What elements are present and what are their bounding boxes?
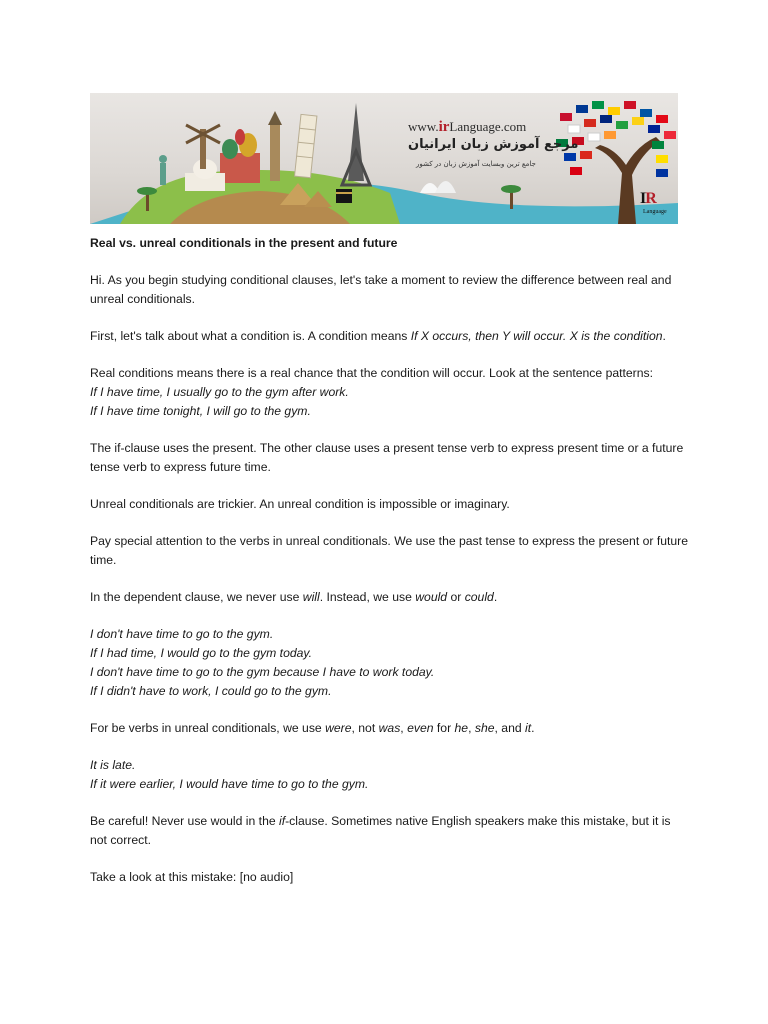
paragraph-if-clause: The if-clause uses the present. The other clause uses a present tense verb to express present time or a future tense verb to express future time.: [90, 441, 684, 474]
paragraph-unreal-conditionals: Unreal conditionals are trickier. An unreal condition is impossible or imaginary.: [90, 497, 510, 511]
paragraph-intro: Hi. As you begin studying conditional clauses, let's take a moment to review the difference between real and unreal conditionals.: [90, 273, 672, 306]
paragraph-warning: Be careful! Never use would in the if-clause. Sometimes native English speakers make this mistake, but it is not correct.: [90, 814, 671, 847]
paragraph-be-verbs: For be verbs in unreal conditionals, we use were, not was, even for he, she, and it.: [90, 721, 535, 735]
banner-persian-title: مرجع آموزش زبان ایرانیان: [408, 137, 579, 152]
example-sentence: I don't have time to go to the gym because I have to work today.: [90, 665, 435, 679]
example-sentence: If it were earlier, I would have time to go to the gym.: [90, 777, 369, 791]
paragraph-mistake: Take a look at this mistake: [no audio]: [90, 870, 294, 884]
example-sentence: If I have time, I usually go to the gym after work.: [90, 385, 349, 399]
banner-illustration: [90, 93, 678, 224]
irlanguage-logo: IR: [640, 190, 656, 207]
example-sentence: If I had time, I would go to the gym today.: [90, 646, 312, 660]
paragraph-condition-definition: First, let's talk about what a condition is. A condition means If X occurs, then Y will occur. X is the condition.: [90, 329, 666, 343]
paragraph-real-conditions: Real conditions means there is a real chance that the condition will occur. Look at the sentence patterns:: [90, 366, 653, 380]
example-sentence: It is late.: [90, 758, 136, 772]
logo-subtitle: Language: [643, 209, 667, 215]
example-sentence: If I have time tonight, I will go to the gym.: [90, 404, 311, 418]
paragraph-dependent-clause: In the dependent clause, we never use will. Instead, we use would or could.: [90, 590, 498, 604]
header-banner: [90, 93, 678, 224]
banner-persian-subtitle: جامع ترین وبسایت آموزش زبان در کشور: [416, 160, 536, 168]
site-url: www.irLanguage.com: [408, 119, 527, 135]
paragraph-verbs: Pay special attention to the verbs in unreal conditionals. We use the past tense to express the present or future time.: [90, 534, 688, 567]
example-sentence: I don't have time to go to the gym.: [90, 627, 274, 641]
example-sentence: If I didn't have to work, I could go to the gym.: [90, 684, 332, 698]
document-title: Real vs. unreal conditionals in the present and future: [90, 236, 398, 250]
document-body: [90, 234, 690, 887]
